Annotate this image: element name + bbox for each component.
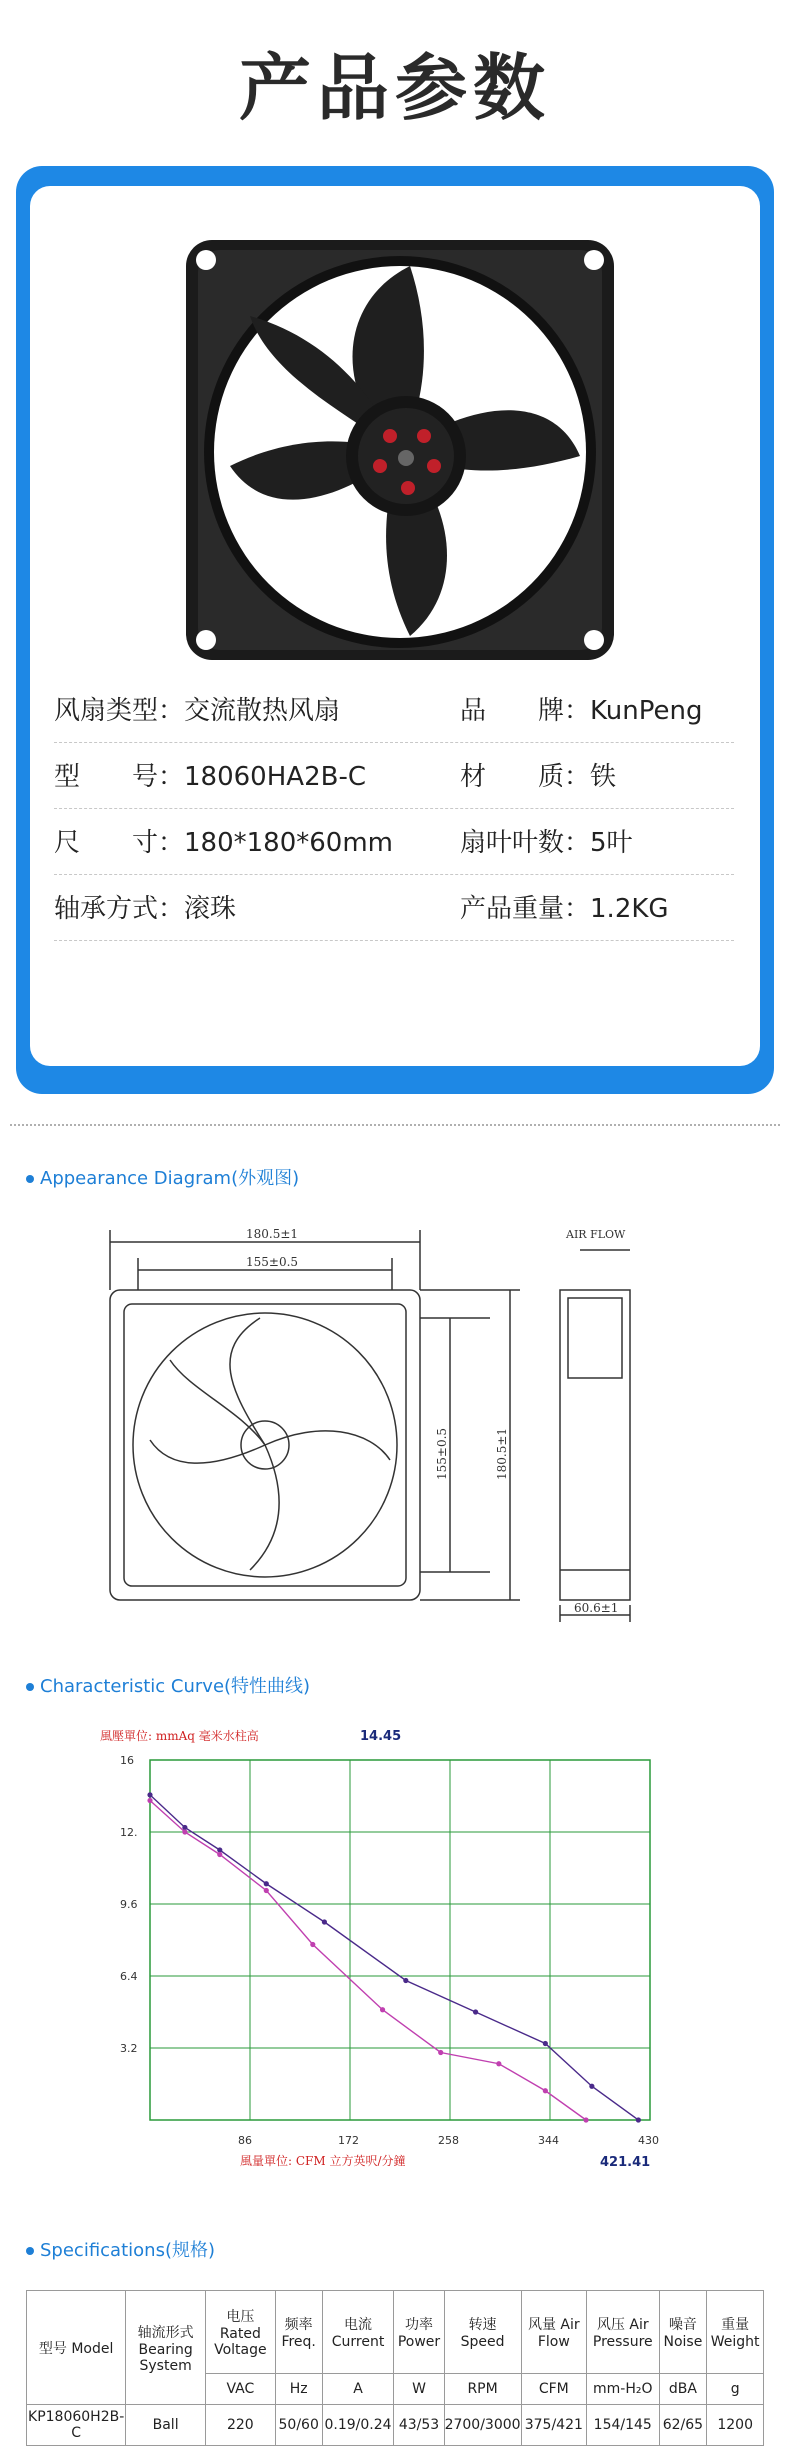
header-pressure: 风压 Air Pressure [587, 2291, 660, 2374]
data-point [264, 1881, 269, 1886]
data-point [380, 2007, 385, 2012]
fan-product-photo [180, 226, 620, 666]
y-tick-label: 6.4 [120, 1970, 138, 1983]
spec-value: 5叶 [590, 828, 633, 858]
spec-label: 轴承方式： [54, 894, 185, 924]
unit-cell: dBA [659, 2374, 707, 2405]
cell-pressure: 154/145 [587, 2405, 660, 2446]
specifications-section-title [26, 2236, 215, 2262]
data-point [217, 1852, 222, 1857]
x-tick-label: 430 [638, 2134, 659, 2147]
curve-section-title [26, 1672, 310, 1698]
chart-grid [150, 1760, 650, 2120]
dim-inner-side: 155±0.5 [435, 1427, 449, 1480]
data-point [147, 1798, 152, 1803]
y-tick-label: 3.2 [120, 2042, 138, 2055]
x-tick-label: 86 [238, 2134, 252, 2147]
spec-value: KunPeng [590, 696, 703, 726]
blade-count-spec [460, 822, 633, 859]
unit-cell: W [394, 2374, 444, 2405]
x-max-label: 421.41 [600, 2155, 651, 2170]
header-model: 型号 Model [27, 2291, 126, 2405]
data-point [496, 2061, 501, 2066]
weight-spec [460, 888, 669, 925]
bearing-spec [54, 888, 236, 925]
spec-label: 产品重量： [460, 894, 591, 924]
spec-label: 材 质： [460, 762, 591, 792]
spec-value: 交流散热风扇 [184, 696, 341, 726]
spec-value: 1.2KG [590, 894, 669, 924]
cell-speed: 2700/3000 [444, 2405, 521, 2446]
y-tick-label: 9.6 [120, 1898, 138, 1911]
section-divider [10, 1124, 780, 1126]
y-max-label: 14.45 [360, 1729, 402, 1744]
unit-cell: mm-H₂O [587, 2374, 660, 2405]
material-spec [460, 756, 616, 793]
unit-cell: g [707, 2374, 764, 2405]
data-point [310, 1942, 315, 1947]
bullet-icon [26, 1683, 34, 1691]
data-point [438, 2050, 443, 2055]
series-line [150, 1801, 586, 2121]
brand-spec [460, 690, 702, 727]
data-point [147, 1792, 152, 1797]
unit-cell: CFM [521, 2374, 586, 2405]
series-line [150, 1795, 638, 2120]
bullet-icon [26, 1175, 34, 1183]
data-point [403, 1978, 408, 1983]
cell-weight: 1200 [707, 2405, 764, 2446]
y-tick-label: 12. [120, 1826, 138, 1839]
spec-value: 滚珠 [184, 894, 237, 924]
header-freq: 频率 Freq. [275, 2291, 322, 2374]
data-point [182, 1825, 187, 1830]
model-spec [54, 756, 366, 793]
unit-cell: VAC [205, 2374, 275, 2405]
section-title-text: Appearance Diagram(外观图) [40, 1168, 300, 1189]
data-point [636, 2117, 641, 2122]
spec-row [54, 808, 734, 875]
dim-inner-top: 155±0.5 [246, 1255, 299, 1269]
data-point [217, 1847, 222, 1852]
header-speed: 转速 Speed [444, 2291, 521, 2374]
data-point [264, 1888, 269, 1893]
table-header-row [27, 2291, 764, 2374]
spec-row [54, 874, 734, 941]
y-tick-label: 16 [120, 1754, 134, 1767]
cell-bearing: Ball [126, 2405, 206, 2446]
header-weight: 重量 Weight [707, 2291, 764, 2374]
header-voltage: 电压 Rated Voltage [205, 2291, 275, 2374]
data-point [583, 2117, 588, 2122]
bullet-icon [26, 2247, 34, 2255]
dim-outer-side: 180.5±1 [495, 1427, 509, 1480]
spec-label: 品 牌： [460, 696, 591, 726]
airflow-label: AIR FLOW [566, 1228, 626, 1241]
cell-model: KP18060H2B-C [27, 2405, 126, 2446]
cell-power: 43/53 [394, 2405, 444, 2446]
unit-cell: RPM [444, 2374, 521, 2405]
data-point [473, 2009, 478, 2014]
data-point [322, 1919, 327, 1924]
chart-ticks [120, 1754, 659, 2147]
cell-noise: 62/65 [659, 2405, 707, 2446]
section-title-text: Characteristic Curve(特性曲线) [40, 1676, 311, 1697]
x-axis-label: 風量單位: CFM 立方英呎/分鐘 [240, 2154, 406, 2168]
spec-row [54, 676, 734, 743]
cell-airflow: 375/421 [521, 2405, 586, 2446]
plot-border [150, 1760, 650, 2120]
header-power: 功率 Power [394, 2291, 444, 2374]
data-point [543, 2088, 548, 2093]
data-point [543, 2041, 548, 2046]
dim-outer-top: 180.5±1 [246, 1227, 299, 1241]
x-tick-label: 172 [338, 2134, 359, 2147]
x-tick-label: 344 [538, 2134, 559, 2147]
page-title: 产品参数 [238, 46, 551, 130]
unit-cell: Hz [275, 2374, 322, 2405]
spec-label: 型 号： [54, 762, 185, 792]
section-title-text: Specifications(规格) [40, 2240, 215, 2261]
data-point [182, 1829, 187, 1834]
unit-cell: A [322, 2374, 394, 2405]
x-tick-label: 258 [438, 2134, 459, 2147]
cell-voltage: 220 [205, 2405, 275, 2446]
spec-label: 扇叶叶数： [460, 828, 591, 858]
size-spec [54, 822, 393, 859]
characteristic-curve-chart [100, 1710, 700, 2180]
spec-label: 风扇类型： [54, 696, 185, 726]
header-airflow: 风量 Air Flow [521, 2291, 586, 2374]
cell-freq: 50/60 [275, 2405, 322, 2446]
header-noise: 噪音 Noise [659, 2291, 707, 2374]
header-current: 电流 Current [322, 2291, 394, 2374]
table-row [27, 2405, 764, 2446]
header-bearing: 轴流形式 Bearing System [126, 2291, 206, 2405]
chart-series [147, 1792, 641, 2122]
spec-label: 尺 寸： [54, 828, 185, 858]
fan-type-spec [54, 690, 340, 727]
spec-value: 180*180*60mm [184, 828, 394, 858]
specifications-table [26, 2290, 764, 2446]
product-card [30, 186, 760, 1066]
spec-value: 18060HA2B-C [184, 762, 366, 792]
cell-current: 0.19/0.24 [322, 2405, 394, 2446]
dim-depth: 60.6±1 [574, 1601, 619, 1615]
spec-row [54, 742, 734, 809]
y-axis-label: 風壓單位: mmAq 毫米水柱高 [100, 1729, 259, 1743]
appearance-diagram [90, 1210, 710, 1630]
data-point [589, 2084, 594, 2089]
spec-value: 铁 [590, 762, 617, 792]
appearance-section-title [26, 1164, 299, 1190]
